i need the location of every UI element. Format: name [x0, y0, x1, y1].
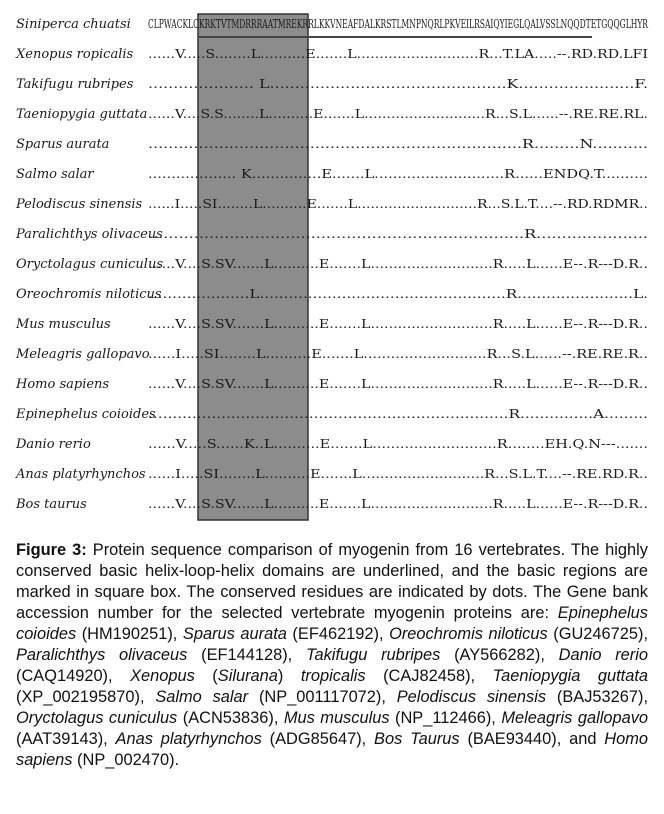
caption-text: (ACN53836),: [177, 709, 284, 727]
alignment-rows: [15, 17, 649, 512]
species-label: Pelodiscus sinensis: [16, 197, 143, 212]
caption-text: (CAQ14920),: [16, 667, 131, 685]
species-label: Oryctolagus cuniculus: [16, 257, 163, 272]
species-label: Meleagris gallopavo: [16, 347, 150, 362]
species-label: Siniperca chuatsi: [16, 17, 131, 32]
caption-label: Figure 3:: [16, 541, 87, 559]
sequence-row: ......V....S.SV.......L..........E.......L...........................R.....L......E--.R---D.R..: [148, 317, 648, 331]
species-label: Sparus aurata: [16, 137, 110, 152]
sequence-row: ......V....S.SV.......L..........E.......L...........................R.....L......E--.R---D.R..: [148, 257, 648, 271]
caption-text: (EF144128),: [187, 646, 306, 664]
sequence-row: ......I.....SI........L..........E.......L...........................R...S.L.T....--.RD.RDMR..: [148, 197, 648, 211]
species-name: Meleagris gallopavo: [501, 709, 649, 727]
species-label: Paralichthys olivaceus: [16, 227, 163, 242]
caption-text: (HM190251),: [76, 625, 183, 643]
caption-text: (CAJ82458),: [365, 667, 493, 685]
caption-text: (XP_002195870),: [16, 688, 156, 706]
species-name: tropicalis: [300, 667, 366, 685]
species-label: Mus musculus: [16, 317, 111, 332]
caption-text: ): [277, 667, 301, 685]
species-name: Silurana: [217, 667, 278, 685]
caption-text: (NP_002470).: [72, 751, 180, 769]
species-name: Epinephelus coioides: [16, 604, 648, 643]
caption-text: (AAT39143),: [16, 730, 116, 748]
species-label: Epinephelus coioides: [16, 407, 156, 422]
species-label: Xenopus ropicalis: [16, 47, 134, 62]
caption-text: (EF462192),: [286, 625, 390, 643]
species-name: Salmo salar: [155, 688, 249, 706]
caption-text: (BAJ53267),: [546, 688, 648, 706]
caption-text: (: [194, 667, 218, 685]
species-name: Sparus aurata: [182, 625, 287, 643]
sequence-row: ......V....S.SV.......L..........E.......L...........................R.....L......E--.R---D.R..: [148, 377, 648, 391]
sequence-row: ......V.....S........L..........E.......L...........................R...T.LA.....--.RD.RD.LFI: [148, 47, 649, 61]
caption-text: Protein sequence comparison of myogenin from 16 vertebrates. The highly conserved basic helix-loop-helix domains are underlined, and the basic regions are marked in square box. The conserved residues are indicated by dots. The Gene bank accession number for the selected vertebrate myogenin proteins are:: [16, 541, 648, 622]
caption-body: [16, 541, 648, 769]
species-label: Oreochromis niloticus: [16, 287, 162, 302]
species-name: Homo sapiens: [16, 730, 648, 769]
sequence-row: ......V.....S......K..L..........E.......L...........................R........EH.Q.N---.......: [148, 437, 648, 451]
species-name: Oreochromis niloticus: [389, 625, 548, 643]
sequence-row: CLPWACKLCKRKTVTMDRRRAATMREKRRLKKVNEAFDALKRSTLMNPNQRLPKVEILRSAIQYIEGLQALVSSLNQQDTETGQQGLHYR: [148, 17, 649, 31]
species-name: Taeniopygia guttata: [492, 667, 649, 685]
species-name: Paralichthys olivaceus: [16, 646, 188, 664]
species-label: Danio rerio: [16, 437, 91, 452]
caption-text: (ADG85647),: [261, 730, 375, 748]
species-name: Anas platyrhynchos: [115, 730, 262, 748]
species-name: Takifugu rubripes: [305, 646, 441, 664]
sequence-row: ......I.....SI........L..........E.......L...........................R...S.L.T....--.RE.RD.R..: [148, 467, 648, 481]
species-name: Mus musculus: [283, 709, 390, 727]
species-name: Pelodiscus sinensis: [396, 688, 547, 706]
species-label: Taeniopygia guttata: [16, 107, 148, 122]
sequence-row: ..................... L...............................................K.......................F.: [148, 77, 648, 91]
species-name: Xenopus: [130, 667, 195, 685]
figure-caption: [16, 540, 648, 771]
caption-text: (NP_001117072),: [248, 688, 397, 706]
species-label: Salmo salar: [16, 167, 94, 182]
sequence-row: ..........................................................................R.........N...........: [148, 137, 648, 151]
sequence-row: ......V....S.SV.......L..........E.......L...........................R.....L......E--.R---D.R..: [148, 497, 648, 511]
sequence-row: ..........................................................................R...............A.........: [148, 407, 648, 421]
sequence-row: ................... K...............E.......L............................R......ENDQ.T..........: [148, 167, 648, 181]
caption-text: (BAE93440), and: [459, 730, 605, 748]
species-name: Oryctolagus cuniculus: [16, 709, 178, 727]
species-label: Anas platyrhynchos: [16, 467, 146, 482]
species-label: Homo sapiens: [16, 377, 110, 392]
sequence-row: ......V....S.S........L..........E.......L...........................R...S.L......--.RE.RE.RL.: [148, 107, 648, 121]
caption-text: (NP_112466),: [389, 709, 502, 727]
caption-text: (AY566282),: [440, 646, 559, 664]
species-label: Takifugu rubripes: [16, 77, 134, 92]
sequence-row: .....................L...................................................R........................L.: [148, 287, 648, 301]
sequence-row: ..........................................................................R......................: [148, 227, 648, 241]
species-name: Danio rerio: [558, 646, 649, 664]
species-label: Bos taurus: [16, 497, 87, 512]
species-name: Bos Taurus: [374, 730, 460, 748]
caption-text: (GU246725),: [547, 625, 648, 643]
sequence-row: ......I.....SI........L..........E.......L...........................R...S.L......--.RE.RE.R..: [148, 347, 648, 361]
